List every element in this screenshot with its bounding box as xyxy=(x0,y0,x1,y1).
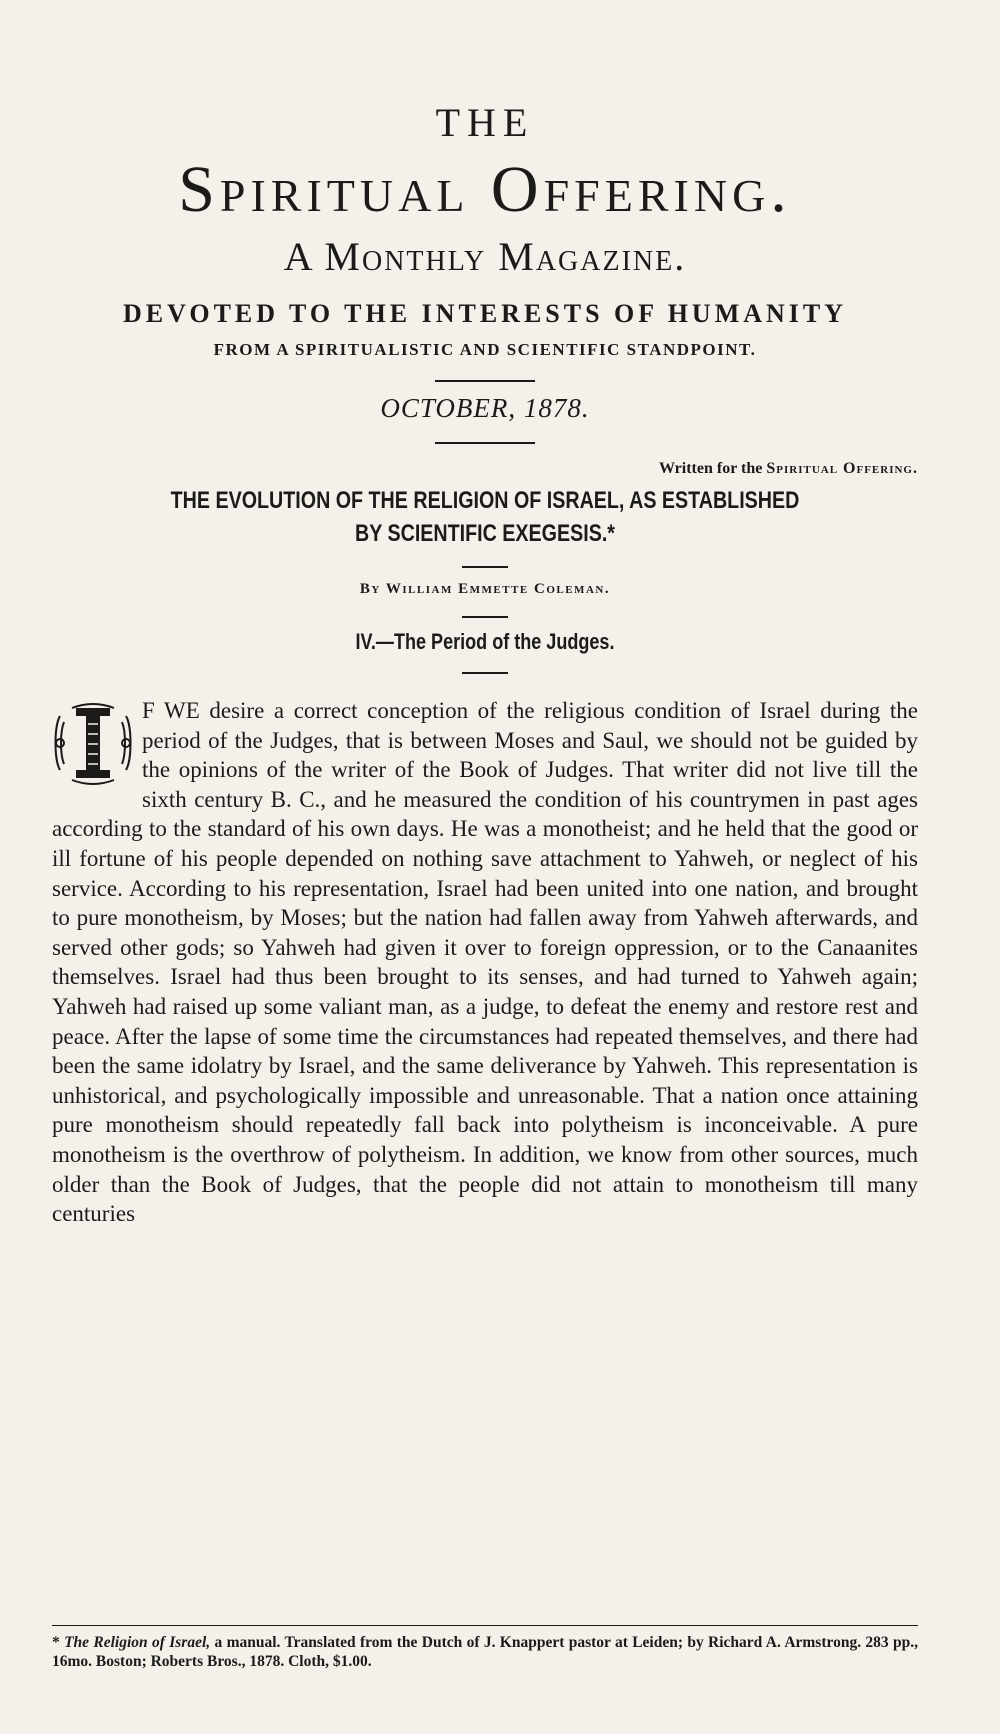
article-title-line-2: BY SCIENTIFIC EXEGESIS.* xyxy=(355,520,615,547)
byline: By William Emmette Coleman. xyxy=(359,581,611,597)
section-heading: IV.—The Period of the Judges. xyxy=(355,629,615,654)
masthead-the: THE xyxy=(435,100,535,145)
article-title xyxy=(130,484,840,550)
magazine-subtitle: A Monthly Magazine. xyxy=(283,234,687,279)
written-for-name: Spiritual Offering. xyxy=(766,460,918,477)
divider xyxy=(462,566,508,568)
footnote-book-title: The Religion of Israel, xyxy=(64,1634,211,1651)
divider xyxy=(462,672,508,674)
standpoint-line: FROM A SPIRITUALISTIC AND SCIENTIFIC STANDPOINT. xyxy=(213,340,757,359)
divider xyxy=(435,380,535,382)
footnote-divider xyxy=(52,1625,918,1626)
divider xyxy=(462,616,508,618)
footnote-text: a manual. Translated from the Dutch of J. Knappert pastor at Leiden; by Richard A. Armstrong. 283 pp., 16mo. Boston; Roberts Bros., 1878. Cloth, $1.00. xyxy=(52,1634,919,1670)
issue-date: OCTOBER, 1878. xyxy=(380,393,590,423)
dropcap-letter: I xyxy=(92,760,94,761)
written-for-line xyxy=(52,458,918,480)
devoted-line: DEVOTED TO THE INTERESTS OF HUMANITY xyxy=(122,299,848,328)
footnote xyxy=(52,1633,918,1671)
written-for-prefix: Written for the xyxy=(658,460,763,477)
article-title-line-1: THE EVOLUTION OF THE RELIGION OF ISRAEL, AS ESTABLISHED xyxy=(170,487,800,514)
article-body xyxy=(52,696,918,1229)
article-body-text: F WE desire a correct conception of the religious condition of Israel during the period of the Judges, that is between Moses and Saul, we should not be guided by the opinions of the writer of the Book of Judges. That writer did not live till the sixth century B. C., and he measured the condition of his countrymen in past ages according to the standard of his own days. He was a monotheist; and he held that the good or ill fortune of his people depended on nothing save attachment to Yahweh, or neglect of his service. According to his representation, Israel had been united into one nation, and brought to pure monotheism, by Moses; but the nation had fallen away from Yahweh afterwards, and served other gods; so Yahweh had given it over to foreign oppression, or to the Canaanites themselves. Israel had thus been brought to its senses, and had turned to Yahweh again; Yahweh had raised up some valiant man, as a judge, to defeat the enemy and restore rest and peace. After the lapse of some time the circumstances had repeated themselves, and there had been the same idolatry by Israel, and the same deliverance by Yahweh. This representation is unhistorical, and psychologically impossible and unreasonable. That a nation once attaining pure monotheism should repeatedly fall back into polytheism is inconceivable. A pure monotheism is the overthrow of polytheism. In addition, we know from other sources, much older than the Book of Judges, that the people did not attain to monotheism till many centuries xyxy=(52,698,918,1227)
ornamental-dropcap-icon xyxy=(50,700,136,786)
divider xyxy=(435,442,535,444)
magazine-title: Spiritual Offering. xyxy=(178,153,792,226)
magazine-page xyxy=(0,100,1000,1734)
footnote-marker: * xyxy=(52,1634,60,1651)
